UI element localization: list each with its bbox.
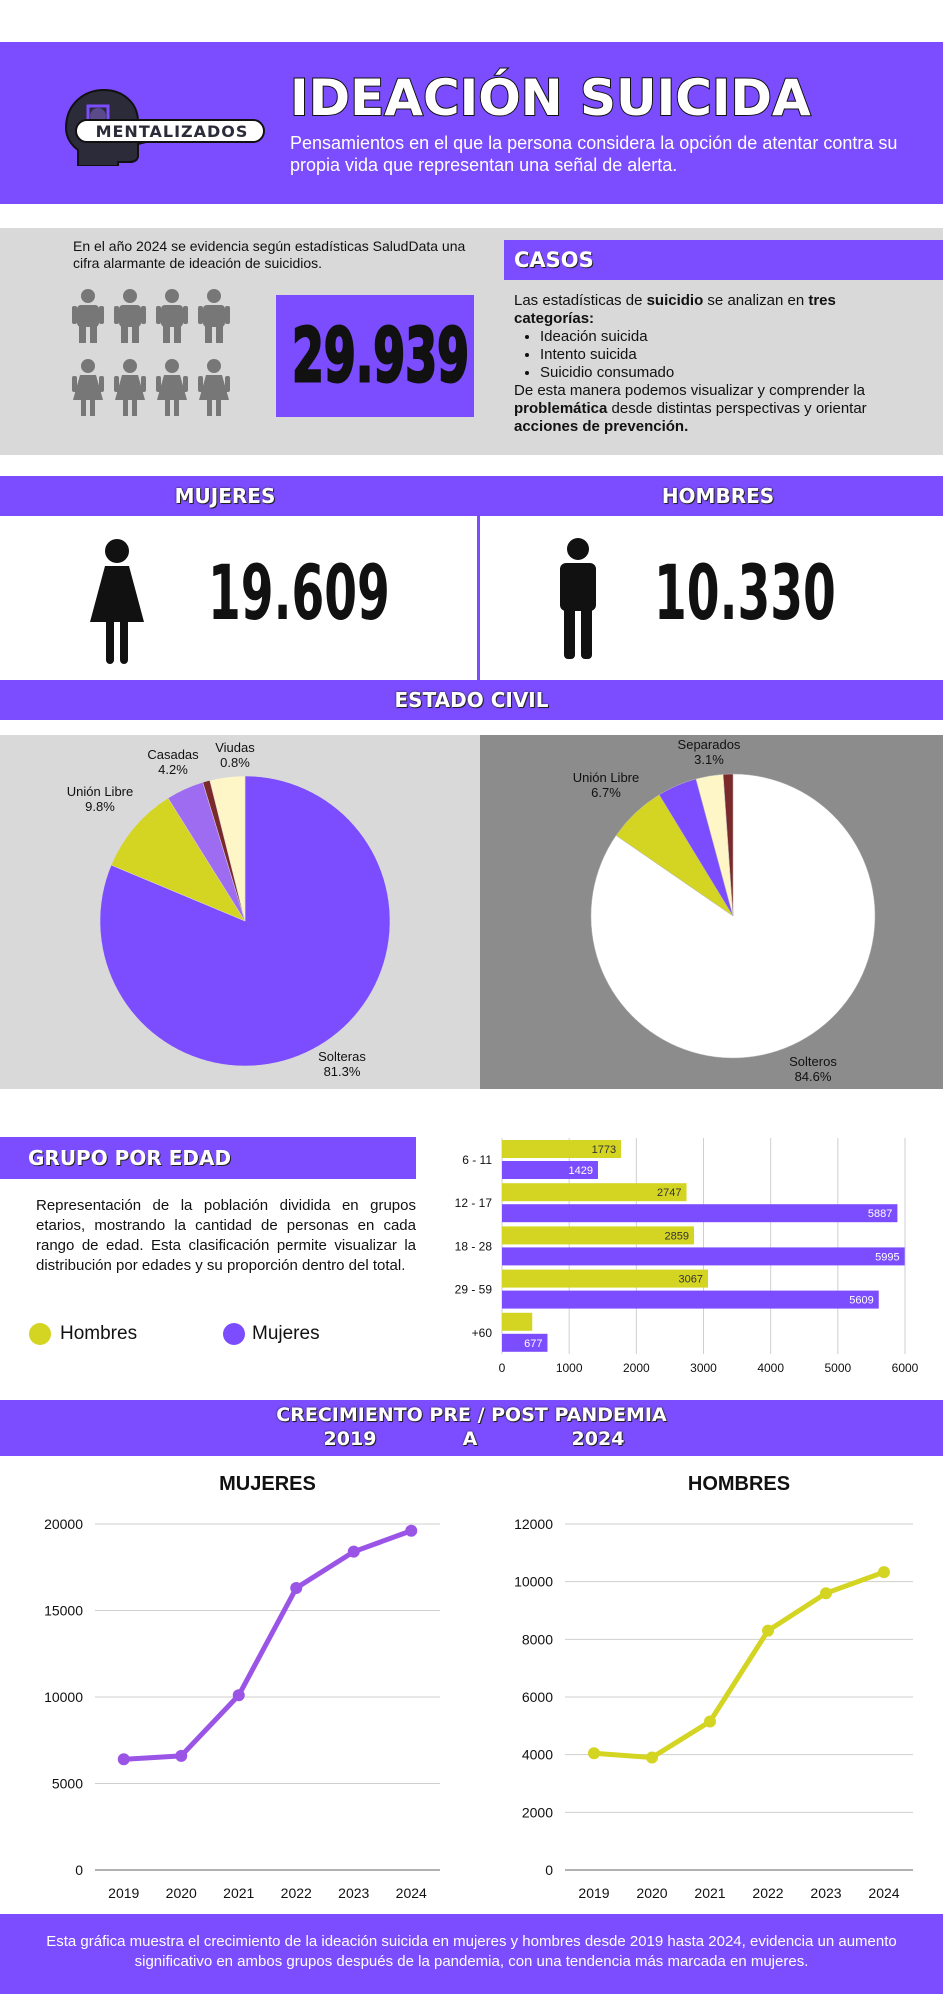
data-point — [118, 1753, 130, 1765]
pie-panel-women — [0, 735, 480, 1089]
list-item: • Suicidio consumado — [540, 364, 914, 382]
legend-men — [28, 1322, 52, 1351]
line-chart-women — [0, 1462, 470, 1902]
y-tick-label: 5000 — [51, 1775, 83, 1792]
bar-value-label: 1429 — [568, 1165, 593, 1177]
casos-tail-bold-1: problemática — [514, 400, 608, 417]
casos-tail-2: desde distintas perspectivas y orientar — [607, 400, 867, 417]
data-point — [290, 1582, 302, 1594]
y-tick-label: +60 — [471, 1325, 492, 1340]
data-point — [233, 1689, 245, 1701]
x-tick-label: 2021 — [223, 1885, 255, 1901]
age-bar-chart — [440, 1130, 943, 1380]
y-tick-label: 12 - 17 — [454, 1196, 492, 1211]
x-tick-label: 2021 — [694, 1885, 726, 1901]
pie-label: Separados — [677, 737, 741, 752]
pie-label: Solteras — [318, 1049, 366, 1064]
gender-divider — [477, 516, 480, 680]
bar-value-label: 2859 — [664, 1230, 690, 1243]
pie-value-label: 84.6% — [794, 1069, 832, 1084]
y-tick-label: 20000 — [44, 1516, 83, 1532]
line-chart-men — [470, 1462, 943, 1902]
y-tick-label: 15000 — [44, 1602, 83, 1619]
casos-text — [514, 292, 914, 436]
bar-value-label: 5887 — [867, 1208, 893, 1221]
legend-men-label: Hombres — [60, 1323, 138, 1344]
data-point — [820, 1587, 832, 1599]
casos-tail-bold-2: acciones de prevención. — [514, 418, 689, 435]
pie-value-label: 6.7% — [591, 785, 621, 800]
chart-title: MUJERES — [219, 1473, 316, 1495]
woman-icon — [88, 538, 146, 671]
y-tick-label: 8000 — [521, 1631, 553, 1648]
grupo-edad-title: GRUPO POR EDAD — [28, 1146, 232, 1170]
crecimiento-to: 2024 — [571, 1428, 625, 1450]
crecimiento-sep: A — [462, 1428, 478, 1450]
x-tick-label: 5000 — [824, 1361, 852, 1375]
series-line — [124, 1531, 412, 1760]
page-subtitle: Pensamientos en el que la persona considera la opción de atentar contra su propia vida que representan una señal de alerta. — [290, 133, 898, 175]
y-tick-label: 18 - 28 — [454, 1239, 492, 1254]
x-tick-label: 2019 — [578, 1885, 610, 1901]
crecimiento-title: CRECIMIENTO PRE / POST PANDEMIA — [276, 1404, 667, 1426]
brand-logo — [58, 86, 268, 166]
pie-label: Casadas — [147, 747, 199, 762]
crecimiento-from: 2019 — [323, 1428, 377, 1450]
x-tick-label: 4000 — [757, 1361, 785, 1375]
legend-women — [222, 1322, 246, 1351]
line-chart-men-container — [470, 1462, 943, 1902]
women-total: 19.609 — [208, 548, 390, 637]
legend-women-label: Mujeres — [252, 1323, 320, 1344]
y-tick-label: 2000 — [521, 1804, 553, 1821]
list-item: • Intento suicida — [540, 346, 914, 364]
y-tick-label: 4000 — [521, 1746, 553, 1763]
casos-title: CASOS — [514, 248, 594, 272]
list-item: • Ideación suicida — [540, 328, 914, 346]
bar — [502, 1247, 905, 1265]
pie-value-label: 81.3% — [323, 1064, 361, 1079]
casos-tail-1: De esta manera podemos visualizar y comprender la — [514, 382, 865, 399]
pie-chart-men — [480, 735, 943, 1089]
women-label: MUJERES — [174, 484, 276, 508]
data-point — [175, 1750, 187, 1762]
x-tick-label: 1000 — [555, 1361, 583, 1375]
data-point — [405, 1525, 417, 1537]
page-title: IDEACIÓN SUICIDA — [290, 69, 811, 127]
pie-value-label: 9.8% — [85, 799, 115, 814]
pie-label: Unión Libre — [66, 784, 134, 799]
bar — [502, 1204, 897, 1222]
bar — [502, 1291, 879, 1309]
man-icon — [556, 537, 600, 666]
casos-lead-2: se analizan en — [703, 292, 809, 309]
x-tick-label: 2022 — [752, 1885, 784, 1901]
bar-value-label: 1773 — [591, 1144, 617, 1156]
y-tick-label: 0 — [75, 1862, 83, 1878]
line-chart-women-container — [0, 1462, 470, 1902]
bar — [502, 1270, 708, 1288]
bar — [502, 1313, 532, 1331]
y-tick-label: 10000 — [514, 1573, 553, 1590]
bar-value-label: 677 — [524, 1337, 543, 1350]
y-tick-label: 0 — [545, 1862, 553, 1878]
pie-chart-women — [0, 735, 480, 1089]
men-total: 10.330 — [654, 548, 836, 637]
casos-list — [540, 328, 914, 382]
casos-lead-bold-2: tres categorías: — [514, 292, 836, 327]
data-point — [646, 1752, 658, 1764]
pie-label: Viudas — [215, 740, 255, 755]
data-point — [878, 1566, 890, 1578]
x-tick-label: 2024 — [395, 1885, 427, 1901]
x-tick-label: 2020 — [636, 1885, 668, 1901]
x-tick-label: 3000 — [690, 1361, 717, 1375]
y-tick-label: 12000 — [514, 1516, 553, 1532]
y-tick-label: 29 - 59 — [454, 1282, 492, 1297]
bar-value-label: 5995 — [875, 1251, 900, 1264]
x-tick-label: 2000 — [622, 1361, 650, 1375]
bar-value-label: 3067 — [678, 1273, 704, 1286]
x-tick-label: 2019 — [108, 1885, 140, 1901]
x-tick-label: 2022 — [280, 1885, 312, 1901]
data-point — [588, 1747, 600, 1759]
pie-panel-men — [480, 735, 943, 1089]
pie-label: Unión Libre — [572, 770, 640, 785]
data-point — [762, 1625, 774, 1637]
pie-value-label: 0.8% — [220, 755, 250, 770]
data-point — [348, 1546, 360, 1558]
footer-text: Esta gráfica muestra el crecimiento de la ideación suicida en mujeres y hombres desde 2019 hasta 2024, evidencia un aumento significativo en ambos grupos después de la pandemia, con una tendencia más marcada en mujeres. — [46, 1933, 897, 1970]
bar-value-label: 5609 — [849, 1294, 874, 1307]
x-tick-label: 0 — [498, 1361, 506, 1375]
y-tick-label: 6000 — [521, 1689, 553, 1705]
men-label: HOMBRES — [661, 484, 775, 508]
series-line — [594, 1572, 884, 1757]
data-point — [704, 1716, 716, 1728]
x-tick-label: 2020 — [165, 1885, 197, 1901]
logo-text: MENTALIZADOS — [95, 122, 249, 141]
casos-lead-bold-1: suicidio — [646, 292, 704, 309]
grupo-edad-description: Representación de la población dividida en grupos etarios, mostrando la cantidad de personas en cada rango de edad. Esta clasificación permite visualizar la distribución por edades y su proporción dentro del total. — [36, 1197, 416, 1274]
pie-value-label: 3.1% — [694, 752, 724, 767]
chart-title: HOMBRES — [687, 1473, 791, 1495]
x-tick-label: 2024 — [868, 1885, 900, 1901]
estado-civil-title: ESTADO CIVIL — [394, 688, 549, 712]
legend-swatch-men — [28, 1322, 52, 1346]
casos-lead-1: Las estadísticas de — [514, 292, 647, 309]
bar-value-label: 2747 — [657, 1187, 682, 1200]
x-tick-label: 2023 — [810, 1885, 842, 1901]
pie-value-label: 4.2% — [158, 762, 188, 777]
pie-label: Solteros — [789, 1054, 837, 1069]
intro-text: En el año 2024 se evidencia según estadísticas SaludData una cifra alarmante de ideación de suicidios. — [73, 238, 466, 271]
x-tick-label: 6000 — [891, 1361, 919, 1375]
person-group-icon — [70, 288, 240, 418]
people-icons — [70, 288, 240, 418]
x-tick-label: 2023 — [338, 1885, 370, 1901]
y-tick-label: 10000 — [44, 1689, 83, 1705]
total-value: 29.939 — [292, 313, 470, 399]
legend-swatch-women — [222, 1322, 246, 1346]
y-tick-label: 6 - 11 — [462, 1153, 492, 1167]
